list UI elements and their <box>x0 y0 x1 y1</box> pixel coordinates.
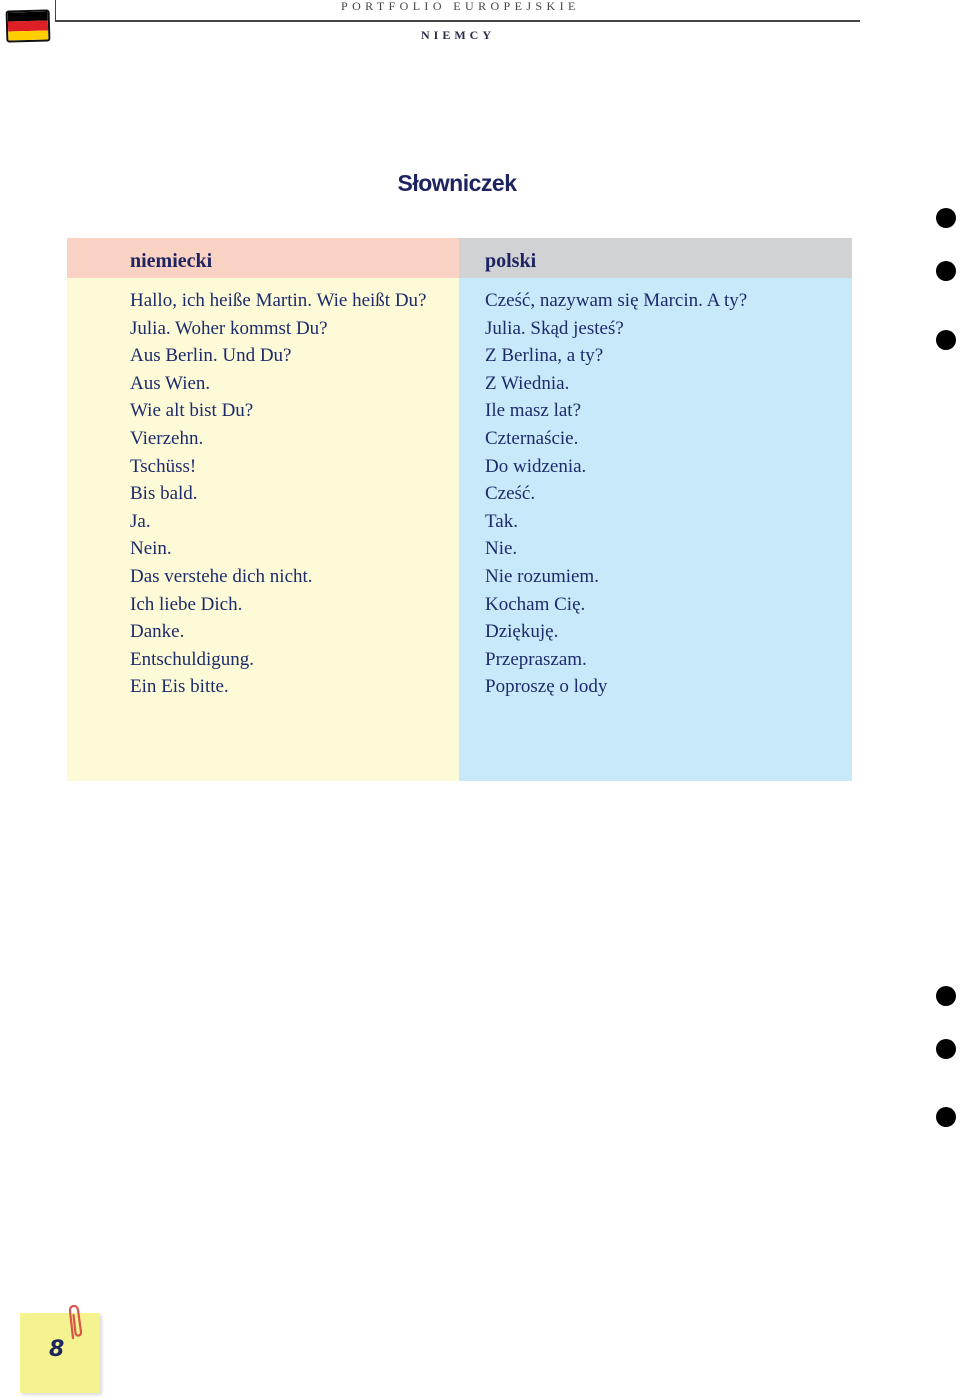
polish-phrase: Przepraszam. <box>485 648 587 670</box>
german-flag-icon <box>6 9 51 42</box>
header-divider-vertical <box>55 0 56 20</box>
page-title: Słowniczek <box>397 170 517 196</box>
polish-phrase: Z Berlina, a ty? <box>485 345 604 367</box>
flag-stripe-gold <box>8 30 48 40</box>
polish-phrase: Nie rozumiem. <box>485 565 599 587</box>
polish-phrase: Do widzenia. <box>485 455 587 477</box>
polish-phrase: Poproszę o lody <box>485 676 608 698</box>
german-header-label: niemiecki <box>130 250 213 272</box>
page-number: 8 <box>49 1337 65 1362</box>
german-phrase: Tschüss! <box>130 455 197 477</box>
german-phrase: Ein Eis bitte. <box>130 676 229 698</box>
polish-header-label: polski <box>485 250 537 272</box>
german-phrase: Bis bald. <box>130 483 198 505</box>
polish-phrase: Czternaście. <box>485 427 579 449</box>
polish-phrase: Kocham Cię. <box>485 593 586 615</box>
polish-phrase: Tak. <box>485 510 518 532</box>
german-phrase: Nein. <box>130 538 172 560</box>
german-phrase-list <box>130 287 426 701</box>
german-phrase: Vierzehn. <box>130 427 204 449</box>
german-phrase: Wie alt bist Du? <box>130 400 254 422</box>
german-phrase: Ich liebe Dich. <box>130 593 243 615</box>
binder-hole-icon <box>936 1107 956 1127</box>
german-phrase: Aus Berlin. Und Du? <box>130 345 292 367</box>
polish-phrase: Dziękuję. <box>485 621 559 643</box>
series-label: PORTFOLIO EUROPEJSKIE <box>341 0 580 13</box>
vocabulary-table <box>67 238 852 781</box>
polish-phrase: Cześć. <box>485 483 536 505</box>
polish-phrase: Z Wiednia. <box>485 372 570 394</box>
german-phrase: Julia. Woher kommst Du? <box>130 317 328 339</box>
polish-phrase-list <box>485 287 747 701</box>
german-phrase: Entschuldigung. <box>130 648 255 670</box>
polish-phrase: Ile masz lat? <box>485 400 582 422</box>
german-phrase: Aus Wien. <box>130 372 211 394</box>
polish-phrase: Cześć, nazywam się Marcin. A ty? <box>485 290 748 311</box>
polish-phrase: Nie. <box>485 538 518 560</box>
binder-hole-icon <box>936 208 956 228</box>
german-phrase: Hallo, ich heiße Martin. Wie heißt Du? <box>130 290 427 311</box>
binder-hole-icon <box>936 330 956 350</box>
binder-hole-icon <box>936 1039 956 1059</box>
german-header <box>67 238 459 278</box>
paperclip-icon <box>64 1302 90 1342</box>
german-phrase: Danke. <box>130 621 185 643</box>
german-phrase: Ja. <box>130 510 151 532</box>
binder-hole-icon <box>936 986 956 1006</box>
polish-phrase: Julia. Skąd jesteś? <box>485 317 624 339</box>
german-phrase: Das verstehe dich nicht. <box>130 565 313 587</box>
polish-header <box>459 238 852 278</box>
language-label: NIEMCY <box>421 28 495 42</box>
header-divider <box>55 20 860 22</box>
binder-hole-icon <box>936 261 956 281</box>
